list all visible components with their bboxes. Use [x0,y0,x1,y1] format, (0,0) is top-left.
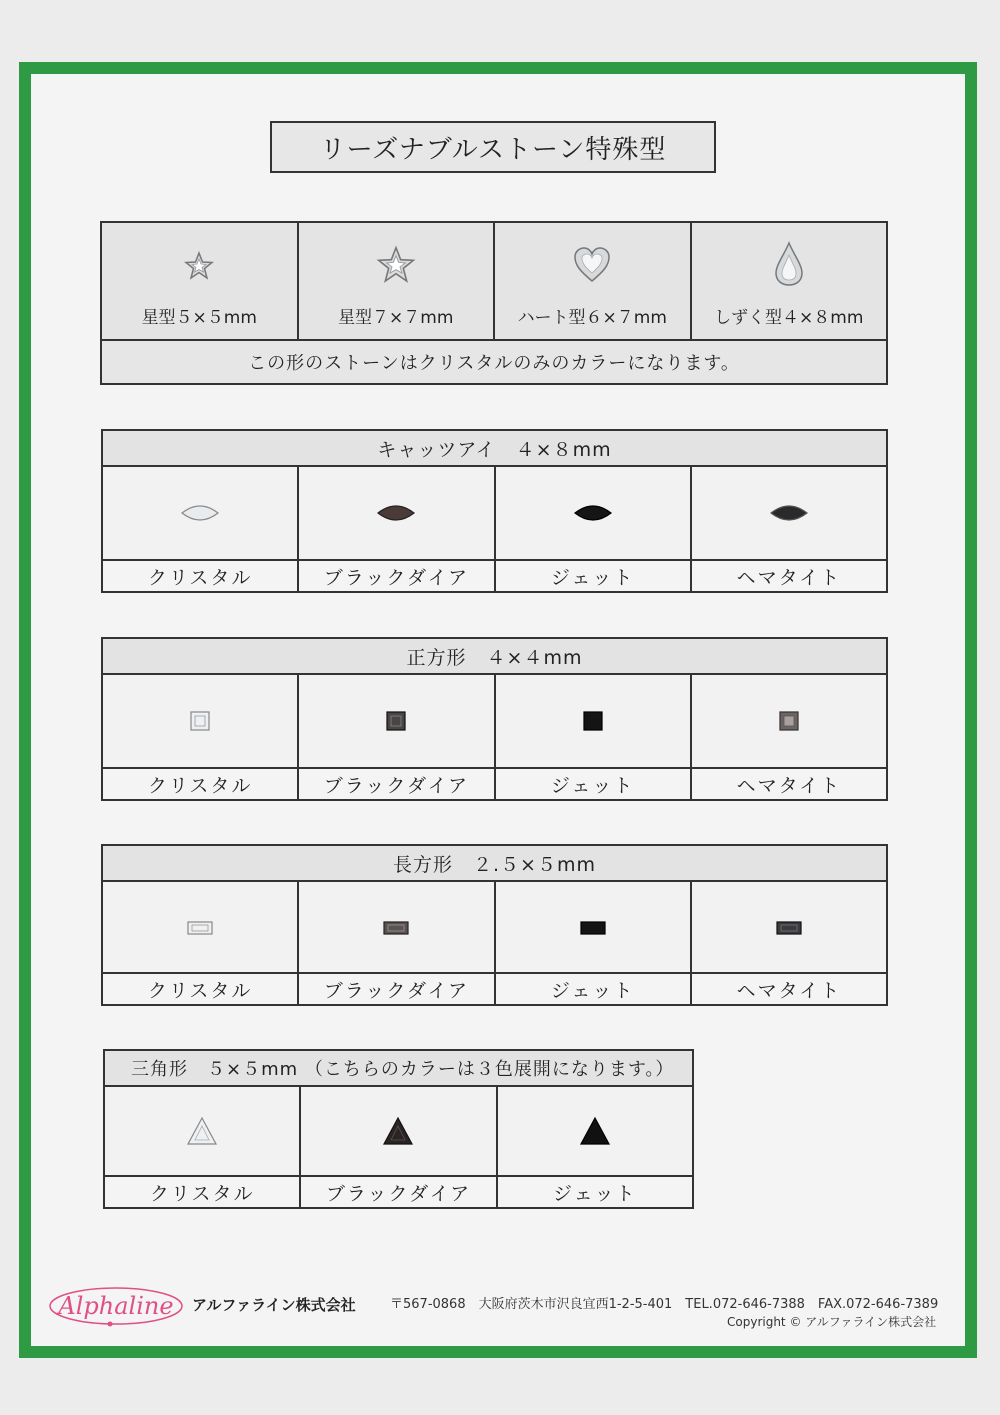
shape-label: しずく型４×８mm [714,308,864,328]
company-address: 〒567-0868 大阪府茨木市沢良宜西1-2-5-401 TEL.072-646-7388 FAX.072-646-7389 [390,1297,939,1312]
color-label-jet: ジェット [495,560,691,592]
triangle-gem-icon [579,1116,611,1146]
color-label-jet: ジェット [495,973,691,1005]
square-gem-icon [582,710,604,732]
square-gem-icon [385,710,407,732]
square-gem-icon [778,710,800,732]
rectangle-gem-icon [186,920,214,936]
section-header: 正方形 ４×４mm [102,638,887,674]
copyright: Copyright © アルファライン株式会社 [727,1315,937,1329]
shape-label: 星型７×７mm [338,308,454,328]
shape-teardrop-cell [691,222,888,340]
rectangle-gem-icon [382,920,410,936]
color-label-crystal: クリスタル [102,768,298,800]
section-triangle [103,1049,694,1209]
color-label-black-diamond: ブラックダイア [298,768,494,800]
marquise-gem-icon [573,502,613,524]
shape-star-small-cell [101,222,298,340]
color-label-black-diamond: ブラックダイア [298,560,494,592]
shape-star-large-cell [298,222,495,340]
shape-heart-cell [494,222,691,340]
section-square [101,637,888,801]
star-large-crystal-icon [376,245,416,285]
color-label-jet: ジェット [497,1176,693,1208]
triangle-gem-icon [382,1116,414,1146]
teardrop-crystal-icon [774,241,804,287]
company-name: アルファライン株式会社 [192,1296,356,1314]
shape-label: 星型５×５mm [141,308,257,328]
marquise-gem-icon [769,502,809,524]
color-label-jet: ジェット [495,768,691,800]
rectangle-gem-icon [775,920,803,936]
color-label-crystal: クリスタル [104,1176,300,1208]
shape-label: ハート型６×７mm [517,308,667,328]
color-label-hematite: ヘマタイト [691,768,887,800]
star-small-crystal-icon [184,251,214,281]
square-gem-icon [189,710,211,732]
alphaline-logo [48,1284,184,1332]
svg-text:Alphaline: Alphaline [58,1292,174,1320]
color-label-crystal: クリスタル [102,560,298,592]
color-label-black-diamond: ブラックダイア [300,1176,496,1208]
crystal-only-table [100,221,888,385]
section-header: キャッツアイ ４×８mm [102,430,887,466]
section-rectangle [101,844,888,1006]
color-label-black-diamond: ブラックダイア [298,973,494,1005]
color-label-hematite: ヘマタイト [691,560,887,592]
marquise-gem-icon [180,502,220,524]
page-title: リーズナブルストーン特殊型 [270,121,716,173]
triangle-gem-icon [186,1116,218,1146]
section-marquise [101,429,888,593]
heart-crystal-icon [572,245,612,285]
section-header: 長方形 ２.５×５mm [102,845,887,881]
crystal-only-note: この形のストーンはクリスタルのみのカラーになります。 [101,340,887,384]
color-label-hematite: ヘマタイト [691,973,887,1005]
section-header: 三角形 ５×５mm （こちらのカラーは３色展開になります。） [104,1050,693,1086]
rectangle-gem-icon [579,920,607,936]
color-label-crystal: クリスタル [102,973,298,1005]
marquise-gem-icon [376,502,416,524]
